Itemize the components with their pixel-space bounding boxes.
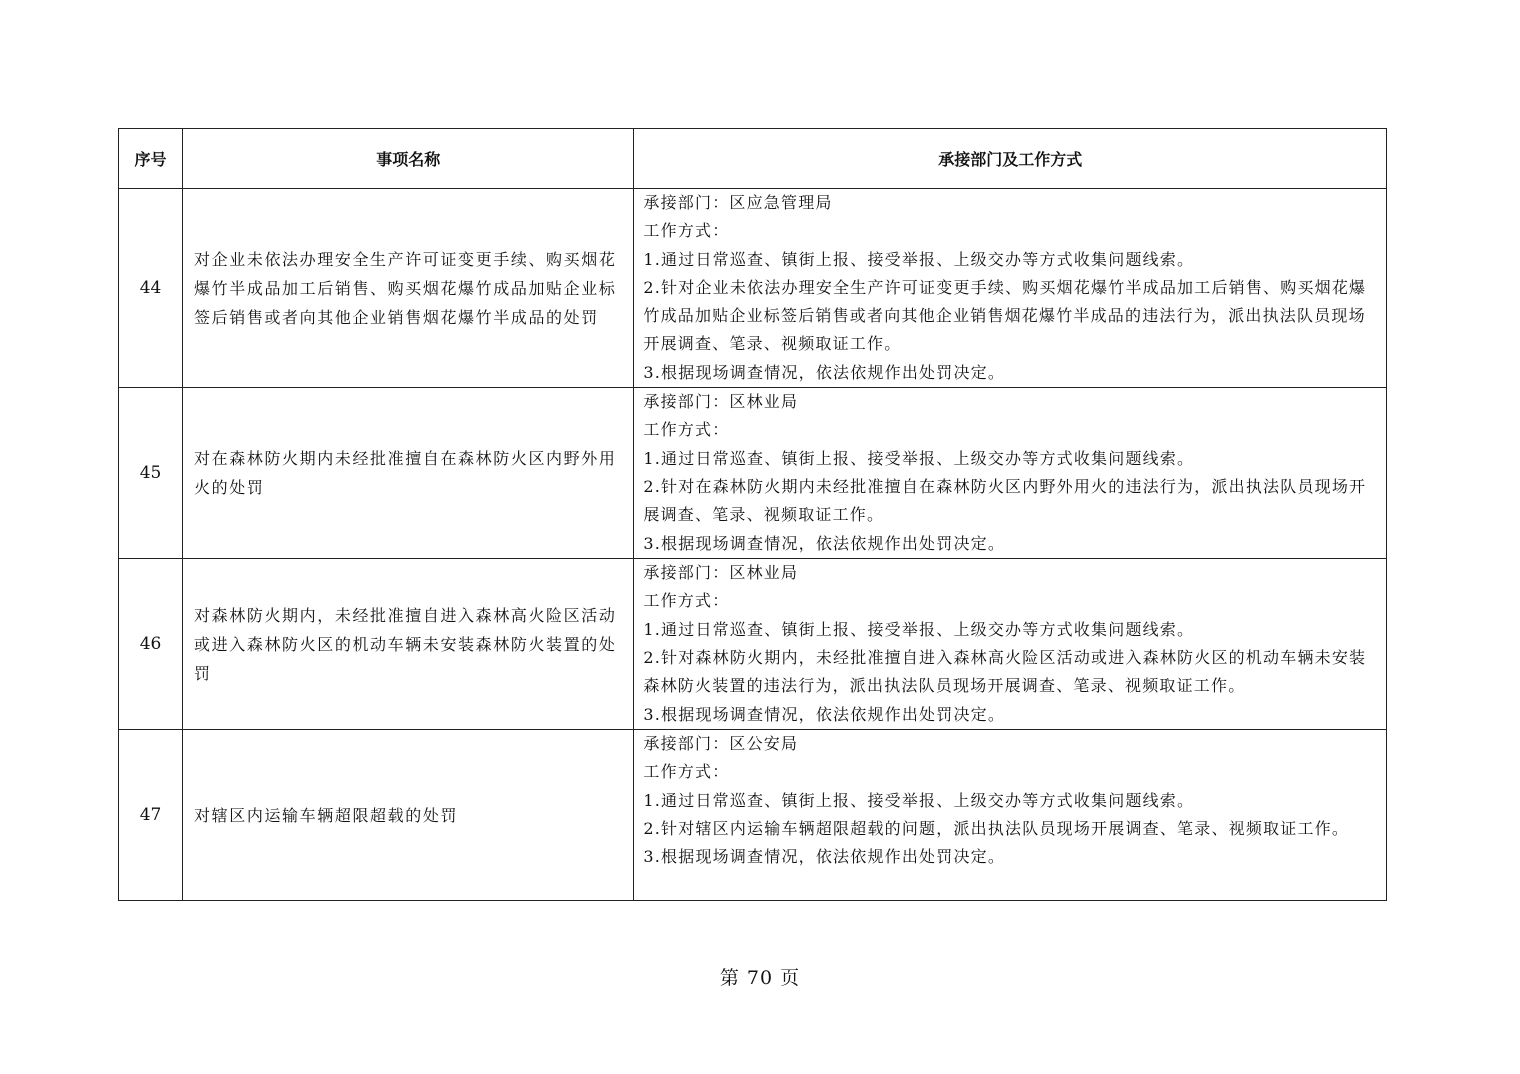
step-2: 2.针对森林防火期内，未经批准擅自进入森林高火险区活动或进入森林防火区的机动车辆未安装森林防火装置的违法行为，派出执法队员现场开展调查、笔录、视频取证工作。 xyxy=(643,647,1367,696)
department-method-cell xyxy=(634,388,1387,559)
matters-table xyxy=(118,128,1387,901)
method-label: 工作方式： xyxy=(643,420,730,440)
table-row xyxy=(119,559,1387,730)
step-3: 3.根据现场调查情况，依法依规作出处罚决定。 xyxy=(643,362,1006,382)
row-number: 44 xyxy=(119,189,183,388)
table-row xyxy=(119,189,1387,388)
department-method-cell xyxy=(634,189,1387,388)
department-line: 承接部门：区林业局 xyxy=(643,563,799,583)
item-name: 对企业未依法办理安全生产许可证变更手续、购买烟花爆竹半成品加工后销售、购买烟花爆竹成品加贴企业标签后销售或者向其他企业销售烟花爆竹半成品的处罚 xyxy=(183,189,634,388)
method-label: 工作方式： xyxy=(643,221,730,241)
item-name: 对森林防火期内，未经批准擅自进入森林高火险区活动或进入森林防火区的机动车辆未安装森林防火装置的处罚 xyxy=(183,559,634,730)
step-2: 2.针对辖区内运输车辆超限超载的问题，派出执法队员现场开展调查、笔录、视频取证工作。 xyxy=(643,818,1350,838)
department-line: 承接部门：区应急管理局 xyxy=(643,193,833,212)
step-1: 1.通过日常巡查、镇街上报、接受举报、上级交办等方式收集问题线索。 xyxy=(643,448,1195,468)
step-3: 3.根据现场调查情况，依法依规作出处罚决定。 xyxy=(643,704,1006,724)
department-line: 承接部门：区公安局 xyxy=(643,734,799,754)
step-1: 1.通过日常巡查、镇街上报、接受举报、上级交办等方式收集问题线索。 xyxy=(643,249,1195,269)
row-number: 47 xyxy=(119,730,183,901)
header-serial-number: 序号 xyxy=(119,129,183,189)
item-name: 对在森林防火期内未经批准擅自在森林防火区内野外用火的处罚 xyxy=(183,388,634,559)
department-method-cell xyxy=(634,730,1387,901)
department-line: 承接部门：区林业局 xyxy=(643,392,799,412)
step-1: 1.通过日常巡查、镇街上报、接受举报、上级交办等方式收集问题线索。 xyxy=(643,619,1195,639)
table-header-row xyxy=(119,129,1387,189)
method-label: 工作方式： xyxy=(643,591,730,611)
page-number: 第 70 页 xyxy=(719,967,801,989)
table-row xyxy=(119,730,1387,901)
table-row xyxy=(119,388,1387,559)
step-3: 3.根据现场调查情况，依法依规作出处罚决定。 xyxy=(643,533,1006,553)
step-1: 1.通过日常巡查、镇街上报、接受举报、上级交办等方式收集问题线索。 xyxy=(643,790,1195,810)
row-number: 46 xyxy=(119,559,183,730)
row-number: 45 xyxy=(119,388,183,559)
department-method-cell xyxy=(634,559,1387,730)
header-department-and-method: 承接部门及工作方式 xyxy=(634,129,1387,189)
header-item-name: 事项名称 xyxy=(183,129,634,189)
step-2: 2.针对企业未依法办理安全生产许可证变更手续、购买烟花爆竹半成品加工后销售、购买烟花爆竹成品加贴企业标签后销售或者向其他企业销售烟花爆竹半成品的违法行为，派出执法队员现场开展调查、笔录、视频取证工作。 xyxy=(643,277,1367,354)
method-label: 工作方式： xyxy=(643,762,730,782)
step-2: 2.针对在森林防火期内未经批准擅自在森林防火区内野外用火的违法行为，派出执法队员现场开展调查、笔录、视频取证工作。 xyxy=(643,476,1367,525)
step-3: 3.根据现场调查情况，依法依规作出处罚决定。 xyxy=(643,847,1006,867)
item-name: 对辖区内运输车辆超限超载的处罚 xyxy=(183,730,634,901)
